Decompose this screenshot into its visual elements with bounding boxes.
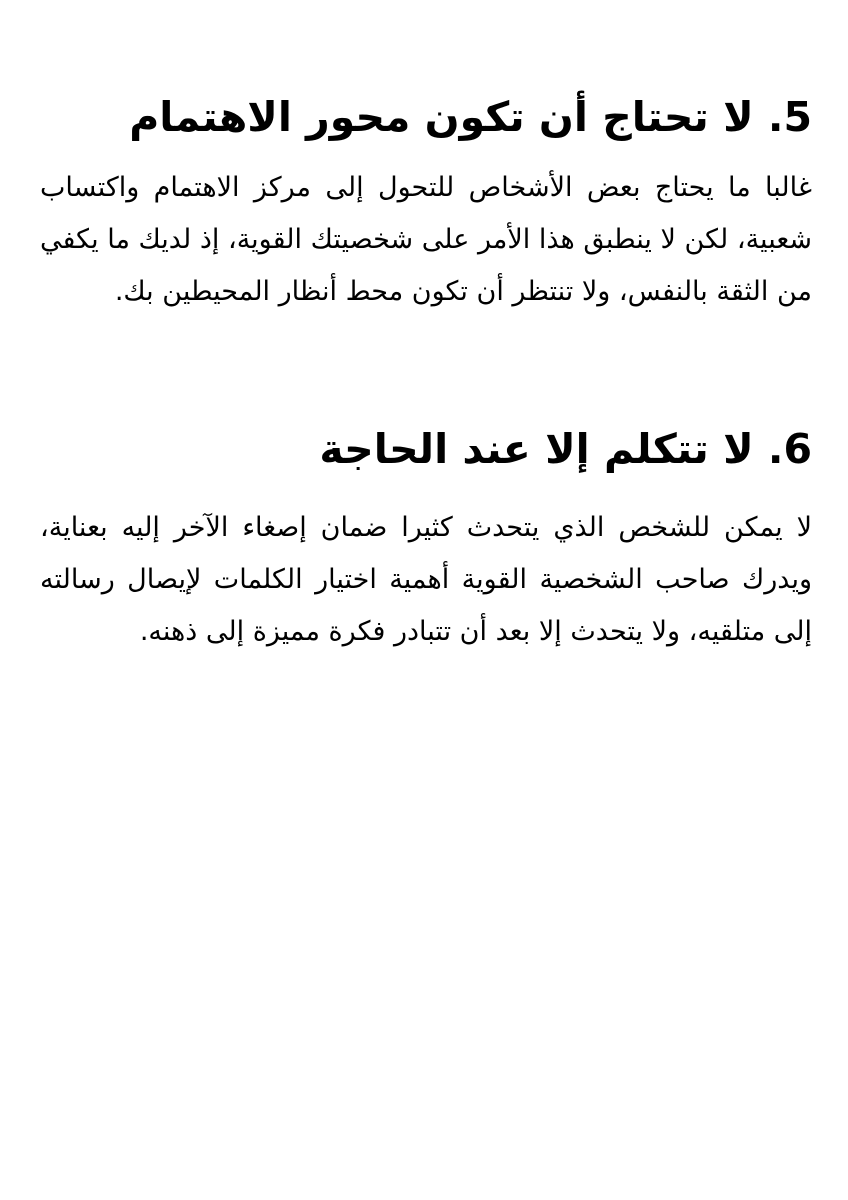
section-6-heading: 6. لا تتكلم إلا عند الحاجة (319, 425, 812, 473)
section-5 (40, 86, 812, 318)
section-6 (40, 418, 812, 658)
section-5-body: غالبا ما يحتاج بعض الأشخاص للتحول إلى مركز الاهتمام واكتساب شعبية، لكن لا ينطبق هذا الأمر على شخصيتك القوية، إذ لديك ما يكفي من الثقة بالنفس، ولا تنتظر أن تكون محط أنظار المحيطين بك. (40, 172, 812, 307)
section-5-heading: 5. لا تحتاج أن تكون محور الاهتمام (129, 93, 812, 141)
section-6-body: لا يمكن للشخص الذي يتحدث كثيرا ضمان إصغاء الآخر إليه بعناية، ويدرك صاحب الشخصية القوية أهمية اختيار الكلمات لإيصال رسالته إلى متلقيه، ولا يتحدث إلا بعد أن تتبادر فكرة مميزة إلى ذهنه. (40, 512, 812, 647)
